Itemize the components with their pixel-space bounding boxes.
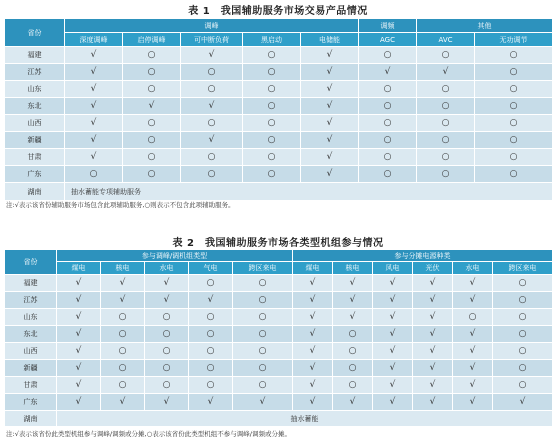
status-cell: ○ <box>475 81 553 98</box>
status-cell: ○ <box>101 309 145 326</box>
status-cell: √ <box>293 343 333 360</box>
table-row <box>5 326 553 343</box>
table-row <box>5 166 553 183</box>
status-cell: ○ <box>123 64 181 81</box>
status-cell: √ <box>293 394 333 411</box>
status-cell: ○ <box>123 47 181 64</box>
status-cell: ○ <box>101 377 145 394</box>
status-cell: ○ <box>359 47 417 64</box>
status-cell: √ <box>301 47 359 64</box>
status-cell: √ <box>57 343 101 360</box>
table1-footnote: 注:√表示该省份辅助服务市场包含此项辅助服务,○则表示不包含此项辅助服务。 <box>6 201 235 209</box>
table1-col-header: 电储能 <box>301 33 359 47</box>
status-cell: √ <box>413 292 453 309</box>
table1-province-cell: 湖南 <box>5 183 65 201</box>
province-cell: 福建 <box>5 275 57 292</box>
status-cell: √ <box>333 309 373 326</box>
status-cell: ○ <box>475 115 553 132</box>
status-cell: √ <box>65 81 123 98</box>
table2-col-header: 水电 <box>453 262 493 275</box>
status-cell: ○ <box>233 309 293 326</box>
status-cell: √ <box>333 394 373 411</box>
status-cell: √ <box>145 394 189 411</box>
table-row <box>5 292 553 309</box>
status-cell: √ <box>301 64 359 81</box>
status-cell: ○ <box>233 360 293 377</box>
province-cell: 甘肃 <box>5 377 57 394</box>
status-cell: √ <box>293 292 333 309</box>
status-cell: √ <box>413 360 453 377</box>
table2-province-cell: 湖南 <box>5 411 57 427</box>
status-cell: ○ <box>333 326 373 343</box>
table2-footnote: 注:√表示该省份此类型机组参与调峰/调频或分摊,○表示该省份此类型机组不参与调峰/调频或分摊。 <box>6 430 291 438</box>
province-cell: 东北 <box>5 98 65 115</box>
status-cell: √ <box>65 64 123 81</box>
table1-group-peak: 调峰 <box>65 19 359 33</box>
status-cell: √ <box>373 394 413 411</box>
status-cell: ○ <box>493 275 553 292</box>
status-cell: ○ <box>243 166 301 183</box>
status-cell: ○ <box>145 360 189 377</box>
table1-col-header: 深度调峰 <box>65 33 123 47</box>
province-cell: 山西 <box>5 343 57 360</box>
table1-group-other: 其他 <box>417 19 553 33</box>
table1-header-province: 省份 <box>5 19 65 47</box>
table2-col-header: 气电 <box>189 262 233 275</box>
table1-group-frequency: 调频 <box>359 19 417 33</box>
status-cell: ○ <box>101 343 145 360</box>
status-cell: √ <box>373 360 413 377</box>
status-cell: √ <box>65 47 123 64</box>
status-cell: ○ <box>243 64 301 81</box>
status-cell: √ <box>301 166 359 183</box>
status-cell: √ <box>65 149 123 166</box>
status-cell: √ <box>65 98 123 115</box>
status-cell: ○ <box>417 149 475 166</box>
table2-group-units: 参与调峰/调机组类型 <box>57 250 293 262</box>
status-cell: ○ <box>181 166 243 183</box>
status-cell: ○ <box>189 343 233 360</box>
status-cell: √ <box>301 149 359 166</box>
province-cell: 甘肃 <box>5 149 65 166</box>
province-cell: 新疆 <box>5 360 57 377</box>
status-cell: ○ <box>475 98 553 115</box>
table2-col-header: 核电 <box>333 262 373 275</box>
table2-group-sources: 参与分摊电源种类 <box>293 250 553 262</box>
table2-col-header: 风电 <box>373 262 413 275</box>
status-cell: ○ <box>123 115 181 132</box>
table2-header-province: 省份 <box>5 250 57 275</box>
table-row <box>5 64 553 81</box>
status-cell: √ <box>293 326 333 343</box>
table1 <box>4 18 553 201</box>
status-cell: √ <box>417 64 475 81</box>
status-cell: √ <box>373 377 413 394</box>
table2-hunan-note: 抽水蓄能 <box>57 411 553 427</box>
table2-title: 表 2 我国辅助服务市场各类型机组参与情况 <box>172 238 384 249</box>
status-cell: √ <box>57 292 101 309</box>
status-cell: √ <box>181 98 243 115</box>
province-cell: 山东 <box>5 309 57 326</box>
status-cell: ○ <box>243 132 301 149</box>
province-cell: 东北 <box>5 326 57 343</box>
status-cell: √ <box>413 326 453 343</box>
status-cell: ○ <box>189 275 233 292</box>
status-cell: √ <box>453 275 493 292</box>
status-cell: √ <box>189 292 233 309</box>
status-cell: ○ <box>493 292 553 309</box>
status-cell: ○ <box>233 275 293 292</box>
status-cell: ○ <box>181 149 243 166</box>
status-cell: √ <box>301 81 359 98</box>
province-cell: 山东 <box>5 81 65 98</box>
status-cell: √ <box>293 360 333 377</box>
status-cell: ○ <box>475 132 553 149</box>
status-cell: ○ <box>145 343 189 360</box>
table1-col-header: 可中断负荷 <box>181 33 243 47</box>
status-cell: ○ <box>145 326 189 343</box>
status-cell: ○ <box>243 115 301 132</box>
status-cell: ○ <box>233 292 293 309</box>
status-cell: ○ <box>101 326 145 343</box>
status-cell: ○ <box>233 343 293 360</box>
status-cell: ○ <box>233 326 293 343</box>
status-cell: √ <box>57 394 101 411</box>
status-cell: √ <box>453 343 493 360</box>
table-row <box>5 115 553 132</box>
status-cell: √ <box>413 377 453 394</box>
status-cell: ○ <box>333 343 373 360</box>
status-cell: ○ <box>189 326 233 343</box>
status-cell: ○ <box>359 115 417 132</box>
status-cell: √ <box>333 275 373 292</box>
status-cell: ○ <box>145 309 189 326</box>
status-cell: √ <box>145 275 189 292</box>
status-cell: ○ <box>123 132 181 149</box>
status-cell: √ <box>189 394 233 411</box>
status-cell: ○ <box>189 360 233 377</box>
status-cell: √ <box>101 292 145 309</box>
status-cell: √ <box>373 326 413 343</box>
status-cell: ○ <box>243 81 301 98</box>
table1-col-header: AVC <box>417 33 475 47</box>
status-cell: ○ <box>145 377 189 394</box>
status-cell: √ <box>453 326 493 343</box>
province-cell: 江苏 <box>5 64 65 81</box>
table2 <box>4 249 553 427</box>
status-cell: ○ <box>243 149 301 166</box>
province-cell: 山西 <box>5 115 65 132</box>
status-cell: √ <box>413 275 453 292</box>
status-cell: ○ <box>475 149 553 166</box>
status-cell: √ <box>453 292 493 309</box>
table1-title: 表 1 我国辅助服务市场交易产品情况 <box>188 6 368 17</box>
status-cell: ○ <box>417 81 475 98</box>
status-cell: ○ <box>417 98 475 115</box>
table2-col-header: 跨区来电 <box>493 262 553 275</box>
status-cell: √ <box>373 275 413 292</box>
status-cell: ○ <box>475 64 553 81</box>
status-cell: √ <box>453 394 493 411</box>
status-cell: √ <box>301 115 359 132</box>
status-cell: ○ <box>233 377 293 394</box>
table2-col-header: 水电 <box>145 262 189 275</box>
province-cell: 福建 <box>5 47 65 64</box>
status-cell: ○ <box>333 360 373 377</box>
status-cell: ○ <box>417 115 475 132</box>
table-row <box>5 275 553 292</box>
status-cell: √ <box>301 132 359 149</box>
table-row <box>5 377 553 394</box>
table1-col-header: AGC <box>359 33 417 47</box>
status-cell: ○ <box>101 360 145 377</box>
table-row <box>5 132 553 149</box>
status-cell: ○ <box>359 166 417 183</box>
status-cell: √ <box>65 115 123 132</box>
status-cell: √ <box>57 309 101 326</box>
status-cell: ○ <box>333 377 373 394</box>
status-cell: √ <box>123 98 181 115</box>
table-row <box>5 81 553 98</box>
status-cell: ○ <box>359 98 417 115</box>
status-cell: ○ <box>417 166 475 183</box>
table2-col-header: 煤电 <box>57 262 101 275</box>
status-cell: ○ <box>65 166 123 183</box>
status-cell: √ <box>373 343 413 360</box>
status-cell: √ <box>293 377 333 394</box>
status-cell: ○ <box>123 166 181 183</box>
status-cell: ○ <box>181 64 243 81</box>
province-cell: 新疆 <box>5 132 65 149</box>
status-cell: ○ <box>359 81 417 98</box>
status-cell: ○ <box>123 149 181 166</box>
table-row <box>5 149 553 166</box>
status-cell: √ <box>453 377 493 394</box>
table-row <box>5 360 553 377</box>
status-cell: ○ <box>417 47 475 64</box>
status-cell: ○ <box>417 132 475 149</box>
status-cell: √ <box>181 47 243 64</box>
status-cell: √ <box>145 292 189 309</box>
province-cell: 广东 <box>5 166 65 183</box>
status-cell: ○ <box>493 326 553 343</box>
status-cell: √ <box>373 292 413 309</box>
status-cell: ○ <box>493 360 553 377</box>
table-row <box>5 343 553 360</box>
table1-col-header: 启停调峰 <box>123 33 181 47</box>
status-cell: ○ <box>123 81 181 98</box>
table1-col-header: 黑启动 <box>243 33 301 47</box>
status-cell: √ <box>301 98 359 115</box>
status-cell: √ <box>57 275 101 292</box>
status-cell: ○ <box>493 343 553 360</box>
status-cell: ○ <box>493 377 553 394</box>
status-cell: ○ <box>453 309 493 326</box>
status-cell: √ <box>413 394 453 411</box>
status-cell: √ <box>373 309 413 326</box>
status-cell: ○ <box>475 166 553 183</box>
status-cell: ○ <box>189 377 233 394</box>
status-cell: √ <box>101 275 145 292</box>
status-cell: √ <box>57 377 101 394</box>
province-cell: 广东 <box>5 394 57 411</box>
table-row <box>5 394 553 411</box>
status-cell: √ <box>359 64 417 81</box>
province-cell: 江苏 <box>5 292 57 309</box>
status-cell: ○ <box>475 47 553 64</box>
status-cell: √ <box>101 394 145 411</box>
status-cell: ○ <box>359 132 417 149</box>
status-cell: √ <box>293 309 333 326</box>
status-cell: √ <box>293 275 333 292</box>
status-cell: √ <box>233 394 293 411</box>
status-cell: √ <box>413 309 453 326</box>
status-cell: √ <box>57 326 101 343</box>
status-cell: ○ <box>243 47 301 64</box>
status-cell: ○ <box>359 149 417 166</box>
status-cell: √ <box>181 132 243 149</box>
status-cell: ○ <box>243 98 301 115</box>
table-row <box>5 98 553 115</box>
table2-col-header: 光伏 <box>413 262 453 275</box>
table1-hunan-note: 抽水蓄能专项辅助服务 <box>65 183 553 201</box>
table2-col-header: 跨区来电 <box>233 262 293 275</box>
table2-col-header: 煤电 <box>293 262 333 275</box>
status-cell: ○ <box>189 309 233 326</box>
table2-col-header: 核电 <box>101 262 145 275</box>
table-row <box>5 47 553 64</box>
status-cell: ○ <box>493 309 553 326</box>
status-cell: ○ <box>181 81 243 98</box>
status-cell: √ <box>333 292 373 309</box>
table1-col-header: 无功调节 <box>475 33 553 47</box>
status-cell: √ <box>57 360 101 377</box>
status-cell: ○ <box>181 115 243 132</box>
table-row <box>5 309 553 326</box>
status-cell: √ <box>413 343 453 360</box>
status-cell: √ <box>493 394 553 411</box>
status-cell: √ <box>453 360 493 377</box>
status-cell: √ <box>65 132 123 149</box>
